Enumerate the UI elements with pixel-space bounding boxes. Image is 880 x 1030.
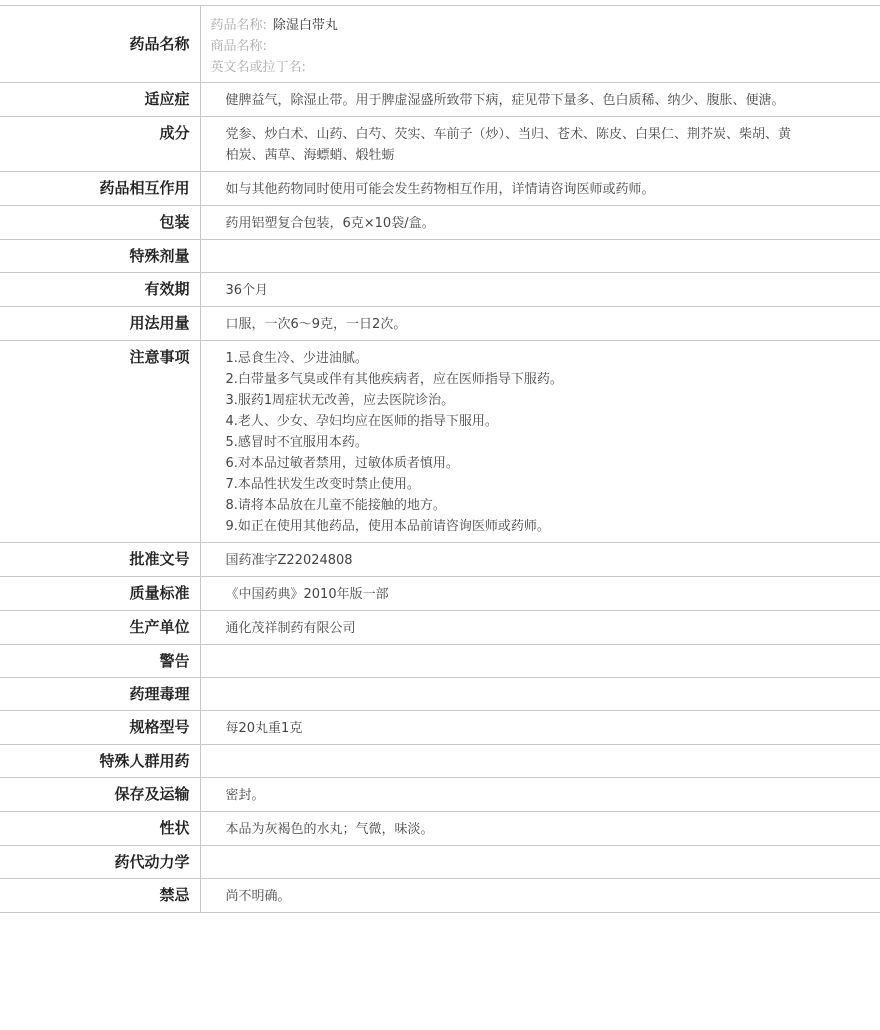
- row-precautions: [0, 341, 880, 543]
- precaution-item: 1.忌食生冷、少进油腻。: [225, 351, 368, 366]
- label-pharmacokinetics: 药代动力学: [0, 846, 200, 879]
- label-precautions: 注意事项: [0, 341, 200, 543]
- drug-spec-table: [0, 5, 880, 913]
- value-special-dosage: [200, 240, 880, 273]
- value-special-groups: [200, 745, 880, 778]
- label-appearance: 性状: [0, 812, 200, 846]
- precaution-item: 3.服药1周症状无改善，应去医院诊治。: [225, 393, 455, 408]
- value-usage: 口服，一次6～9克，一日2次。: [200, 307, 880, 341]
- label-approval: 批准文号: [0, 543, 200, 577]
- label-indication: 适应症: [0, 83, 200, 117]
- label-pharmacology: 药理毒理: [0, 678, 200, 711]
- label-drug-name: 药品名称: [0, 6, 200, 83]
- value-approval: 国药准字Z22024808: [200, 543, 880, 577]
- drug-name-value: 除湿白带丸: [272, 18, 338, 33]
- row-special-groups: [0, 745, 880, 778]
- precaution-item: 9.如正在使用其他药品，使用本品前请咨询医师或药师。: [225, 519, 550, 534]
- row-quality: [0, 577, 880, 611]
- drug-name-line: [211, 15, 880, 36]
- row-spec: [0, 711, 880, 745]
- value-manufacturer: 通化茂祥制药有限公司: [200, 611, 880, 645]
- label-storage: 保存及运输: [0, 778, 200, 812]
- row-warning: [0, 645, 880, 678]
- label-special-dosage: 特殊剂量: [0, 240, 200, 273]
- row-pharmacokinetics: [0, 846, 880, 879]
- row-drug-name: [0, 6, 880, 83]
- trade-name-sublabel: 商品名称:: [210, 39, 267, 54]
- label-packaging: 包装: [0, 206, 200, 240]
- label-spec: 规格型号: [0, 711, 200, 745]
- label-ingredients: 成分: [0, 117, 200, 172]
- row-indication: [0, 83, 880, 117]
- row-shelf-life: [0, 273, 880, 307]
- value-appearance: 本品为灰褐色的水丸；气微，味淡。: [200, 812, 880, 846]
- row-interaction: [0, 172, 880, 206]
- label-contraindications: 禁忌: [0, 879, 200, 913]
- precaution-item: 2.白带量多气臭或伴有其他疾病者，应在医师指导下服药。: [225, 372, 563, 387]
- row-packaging: [0, 206, 880, 240]
- row-contraindications: [0, 879, 880, 913]
- label-special-groups: 特殊人群用药: [0, 745, 200, 778]
- trade-name-line: [211, 36, 880, 57]
- value-packaging: 药用铝塑复合包装，6克×10袋/盒。: [200, 206, 880, 240]
- precaution-item: 6.对本品过敏者禁用，过敏体质者慎用。: [225, 456, 459, 471]
- row-approval: [0, 543, 880, 577]
- value-warning: [200, 645, 880, 678]
- row-storage: [0, 778, 880, 812]
- drug-name-sublabel: 药品名称:: [210, 18, 267, 33]
- english-name-sublabel: 英文名或拉丁名:: [210, 60, 306, 75]
- precautions-list: [200, 341, 880, 543]
- label-quality: 质量标准: [0, 577, 200, 611]
- label-shelf-life: 有效期: [0, 273, 200, 307]
- value-ingredients: 党参、炒白术、山药、白芍、芡实、车前子（炒）、当归、苍术、陈皮、白果仁、荆芥炭、柴胡、黄柏炭、茜草、海螵蛸、煅牡蛎: [225, 127, 792, 163]
- name-block: [200, 6, 880, 83]
- value-spec: 每20丸重1克: [200, 711, 880, 745]
- label-warning: 警告: [0, 645, 200, 678]
- english-name-line: [211, 57, 880, 78]
- value-pharmacology: [200, 678, 880, 711]
- value-quality: 《中国药典》2010年版一部: [200, 577, 880, 611]
- row-usage: [0, 307, 880, 341]
- value-shelf-life: 36个月: [200, 273, 880, 307]
- value-contraindications: 尚不明确。: [200, 879, 880, 913]
- row-appearance: [0, 812, 880, 846]
- precaution-item: 7.本品性状发生改变时禁止使用。: [225, 477, 420, 492]
- value-interaction: 如与其他药物同时使用可能会发生药物相互作用，详情请咨询医师或药师。: [200, 172, 880, 206]
- value-storage: 密封。: [200, 778, 880, 812]
- row-special-dosage: [0, 240, 880, 273]
- row-pharmacology: [0, 678, 880, 711]
- precaution-item: 4.老人、少女、孕妇均应在医师的指导下服用。: [225, 414, 498, 429]
- precaution-item: 5.感冒时不宜服用本药。: [225, 435, 368, 450]
- label-usage: 用法用量: [0, 307, 200, 341]
- label-manufacturer: 生产单位: [0, 611, 200, 645]
- value-pharmacokinetics: [200, 846, 880, 879]
- precaution-item: 8.请将本品放在儿童不能接触的地方。: [225, 498, 446, 513]
- row-ingredients: [0, 117, 880, 172]
- value-indication: 健脾益气，除湿止带。用于脾虚湿盛所致带下病，症见带下量多、色白质稀、纳少、腹胀、便溏。: [225, 93, 785, 108]
- row-manufacturer: [0, 611, 880, 645]
- label-interaction: 药品相互作用: [0, 172, 200, 206]
